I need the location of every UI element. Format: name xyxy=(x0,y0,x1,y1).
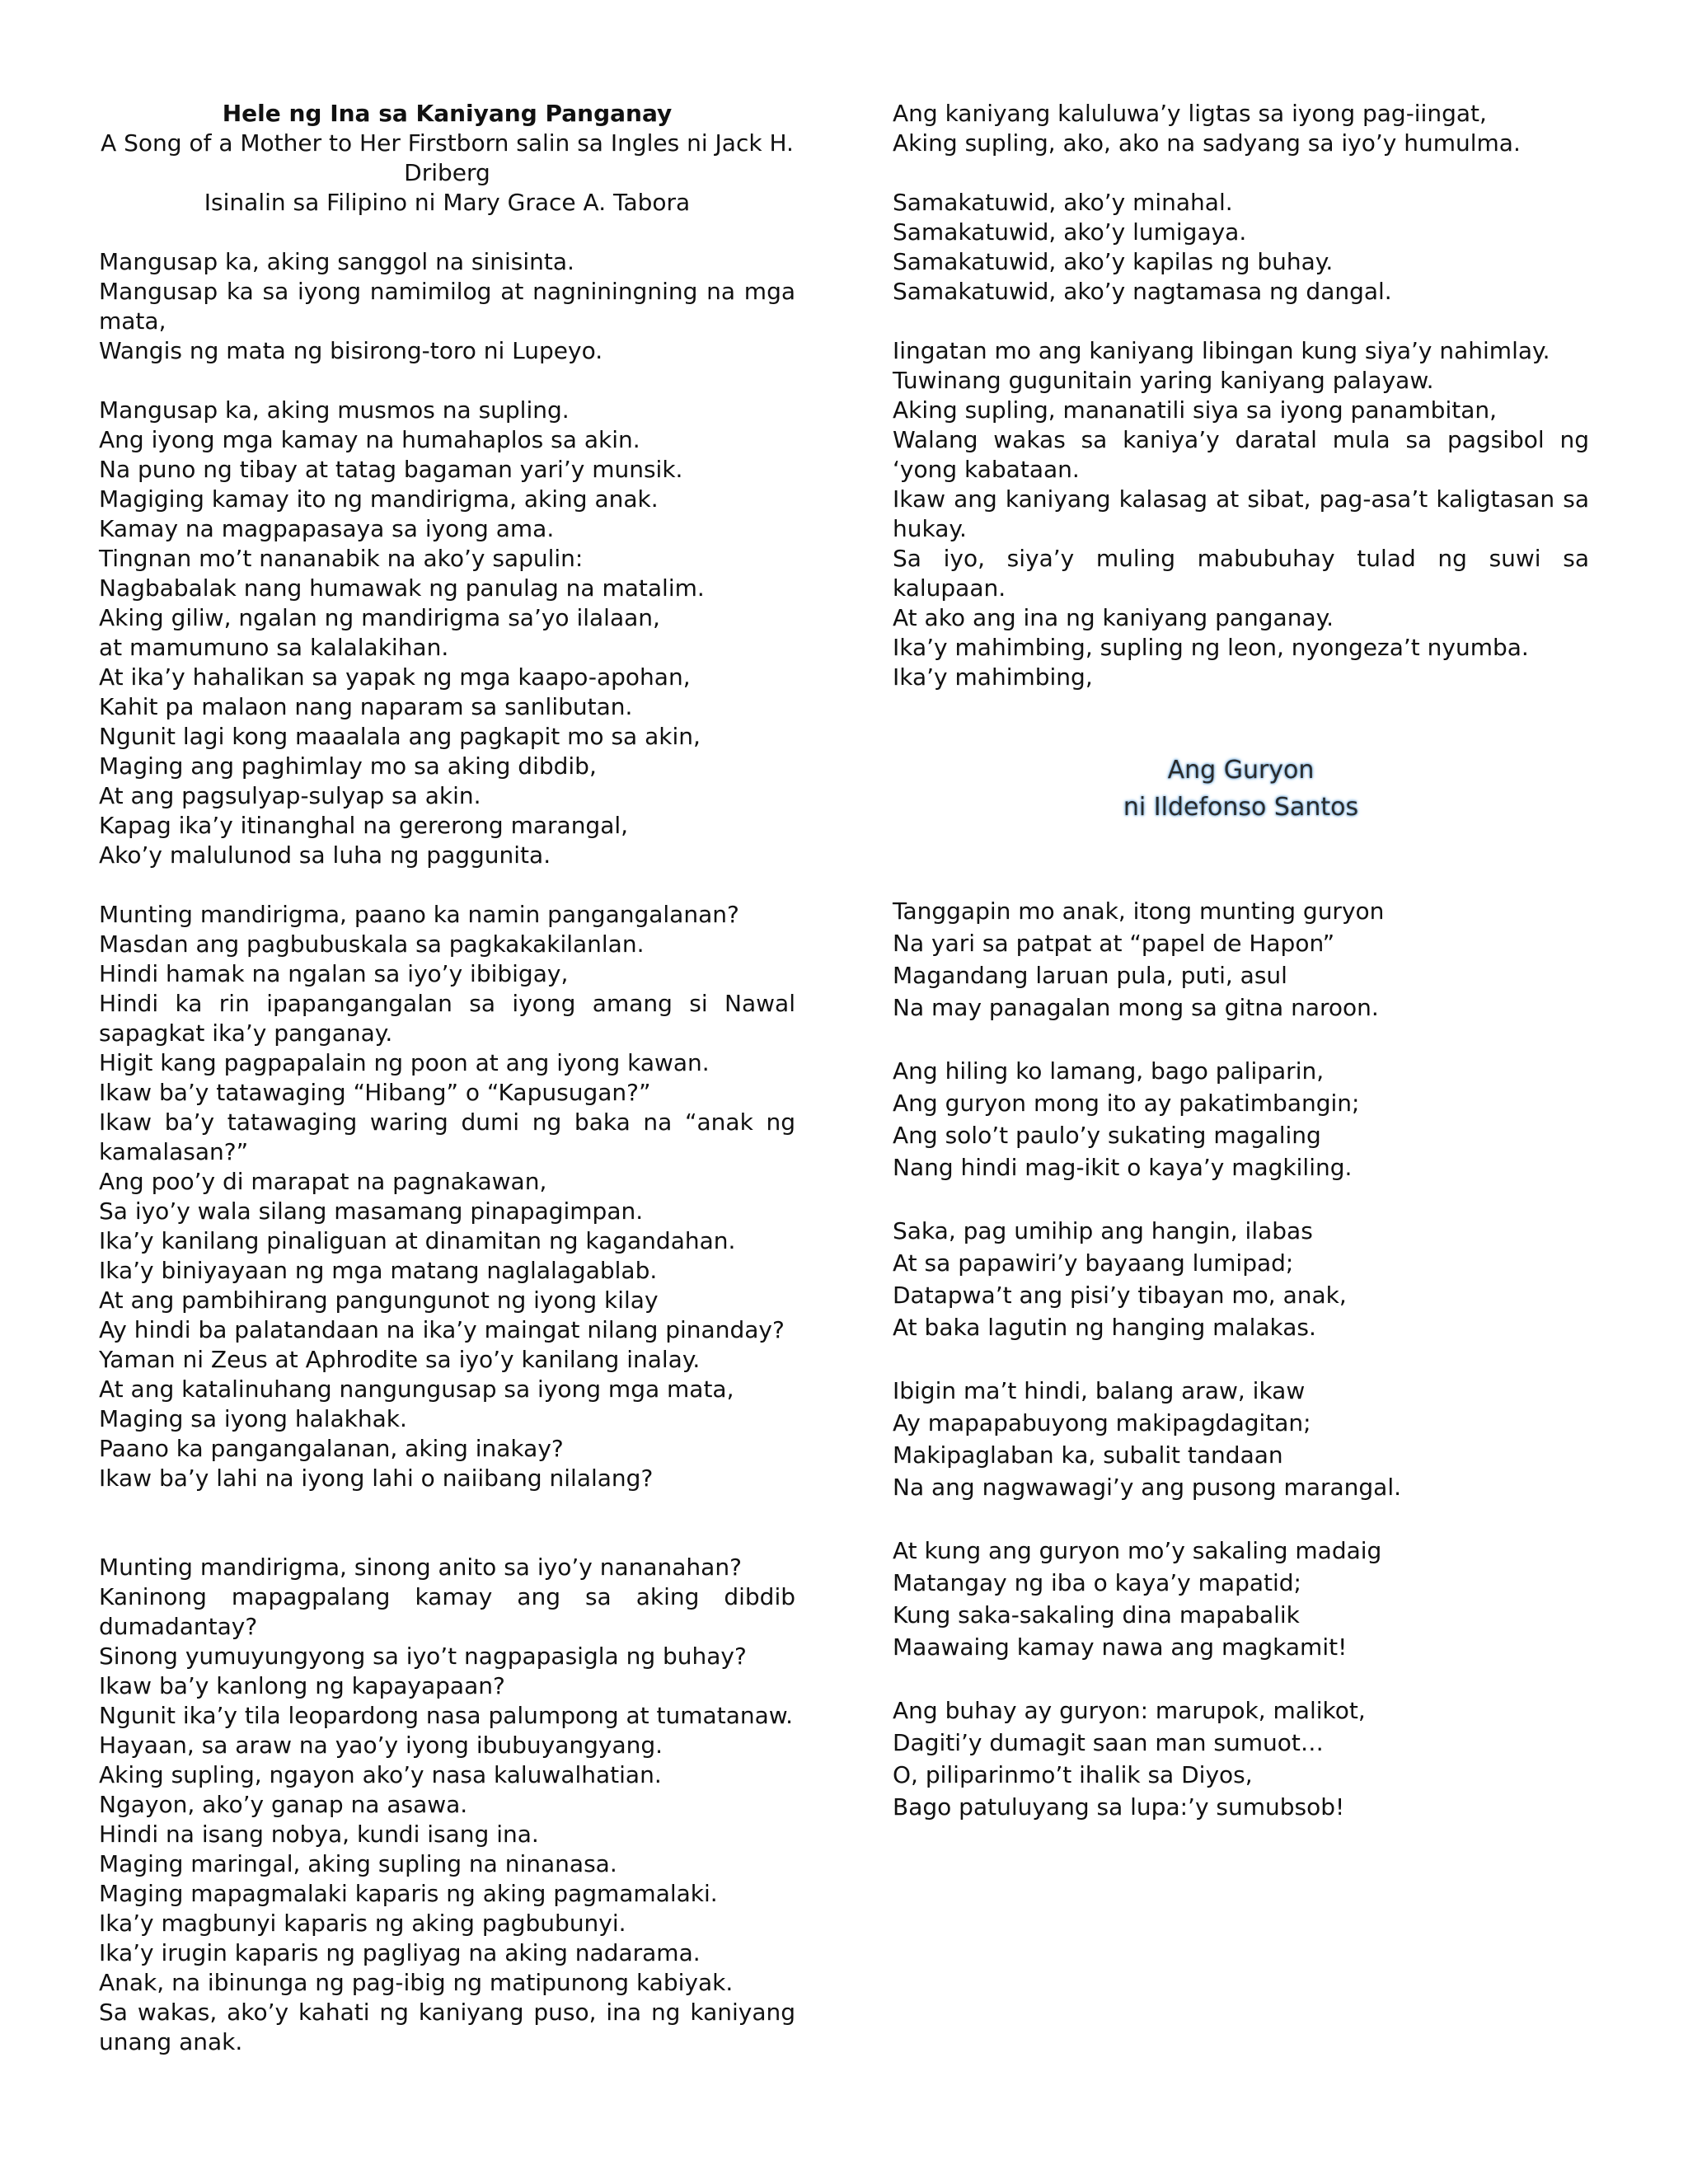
poem-line: Sa iyo, siya’y muling mabubuhay tulad ng suwi sa kalupaan. xyxy=(893,545,1589,602)
hele-subtitle-line-2: Driberg xyxy=(404,159,490,186)
poem-line: Paano ka pangangalanan, aking inakay? xyxy=(99,1435,564,1462)
poem-line: Dagiti’y dumagit saan man sumuot… xyxy=(893,1729,1324,1756)
poem-line: Ngayon, ako’y ganap na asawa. xyxy=(99,1791,468,1818)
poem-line: Maging ang paghimlay mo sa aking dibdib, xyxy=(99,752,597,780)
poem-line: Ika’y biniyayaan ng mga matang naglalagablab. xyxy=(99,1257,658,1284)
poem-line: Ay hindi ba palatandaan na ika’y maingat nilang pinanday? xyxy=(99,1316,785,1343)
poem-line: Ikaw ba’y lahi na iyong lahi o naiibang nilalang? xyxy=(99,1465,654,1492)
guryon-stanza xyxy=(893,1375,1589,1503)
poem-line: Ikaw ba’y tatawaging waring dumi ng baka na “anak ng kamalasan?” xyxy=(99,1108,795,1165)
poem-line: O, piliparinmo’t ihalik sa Diyos, xyxy=(893,1761,1253,1788)
guryon-stanza xyxy=(893,1694,1589,1823)
poem-line: Kung saka-sakaling dina mapabalik xyxy=(893,1601,1300,1629)
hele-stanza xyxy=(893,336,1589,692)
guryon-author: ni Ildefonso Santos xyxy=(1123,793,1359,822)
hele-title: Hele ng Ina sa Kaniyang Panganay xyxy=(222,100,673,127)
poem-line: Mangusap ka sa iyong namimilog at nagniningning na mga mata, xyxy=(99,278,795,335)
poem-line: Aking giliw, ngalan ng mandirigma sa’yo ilalaan, xyxy=(99,604,660,631)
poem-line: Na yari sa patpat at “papel de Hapon” xyxy=(893,930,1335,957)
poem-line: At ika’y hahalikan sa yapak ng mga kaapo-apohan, xyxy=(99,663,691,691)
poem-line: Ika’y magbunyi kaparis ng aking pagbubunyi. xyxy=(99,1910,626,1937)
poem-line: Maging mapagmalaki kaparis ng aking pagmamalaki. xyxy=(99,1880,718,1907)
poem-line: Aking supling, ngayon ako’y nasa kaluwalhatian. xyxy=(99,1761,662,1788)
poem-line: Ikaw ang kaniyang kalasag at sibat, pag-asa’t kaligtasan sa hukay. xyxy=(893,485,1589,542)
hele-stanza xyxy=(893,188,1589,307)
poem-line: At ang pambihirang pangungunot ng iyong kilay xyxy=(99,1286,659,1314)
poem-line: Magandang laruan pula, puti, asul xyxy=(893,962,1287,989)
poem-line: Mangusap ka, aking musmos na supling. xyxy=(99,396,570,424)
poem-line: Ikaw ba’y tatawaging “Hibang” o “Kapusugan?” xyxy=(99,1079,651,1106)
poem-line: Ang poo’y di marapat na pagnakawan, xyxy=(99,1168,547,1195)
poem-line: Samakatuwid, ako’y minahal. xyxy=(893,189,1233,216)
poem-line: Magiging kamay ito ng mandirigma, aking anak. xyxy=(99,485,659,513)
poem-line: Yaman ni Zeus at Aphrodite sa iyo’y kanilang inalay. xyxy=(99,1346,701,1373)
poem-line: Ang hiling ko lamang, bago paliparin, xyxy=(893,1057,1325,1085)
poem-line: Kamay na magpapasaya sa iyong ama. xyxy=(99,515,555,542)
poem-line: Kahit pa malaon nang naparam sa sanlibutan. xyxy=(99,693,633,720)
poem-line: Tingnan mo’t nananabik na ako’y sapulin: xyxy=(99,545,584,572)
poem-line: Ang guryon mong ito ay pakatimbangin; xyxy=(893,1090,1360,1117)
poem-line: Hindi hamak na ngalan sa iyo’y ibibigay, xyxy=(99,960,569,987)
poem-line: Tanggapin mo anak, itong munting guryon xyxy=(893,898,1385,925)
poem-line: Masdan ang pagbubuskala sa pagkakakilanlan. xyxy=(99,930,645,958)
poem-line: Aking supling, ako, ako na sadyang sa iyo’y humulma. xyxy=(893,129,1521,157)
poem-line: Sa iyo’y wala silang masamang pinapagimpan. xyxy=(99,1197,644,1225)
poem-line: Hayaan, sa araw na yao’y iyong ibubuyangyang. xyxy=(99,1732,663,1759)
poem-line: Hindi ka rin ipapangangalan sa iyong amang si Nawal sapagkat ika’y panganay. xyxy=(99,990,795,1047)
poem-line: Iingatan mo ang kaniyang libingan kung siya’y nahimlay. xyxy=(893,337,1550,364)
poem-line: Datapwa’t ang pisi’y tibayan mo, anak, xyxy=(893,1282,1347,1309)
poem-line: Ang kaniyang kaluluwa’y ligtas sa iyong pag-iingat, xyxy=(893,100,1487,127)
hele-stanza xyxy=(99,1553,795,2057)
hele-subtitle-line-1: A Song of a Mother to Her Firstborn salin sa Ingles ni Jack H. xyxy=(101,129,794,157)
poem-line: Saka, pag umihip ang hangin, ilabas xyxy=(893,1217,1313,1244)
poem-line: Munting mandirigma, sinong anito sa iyo’y nananahan? xyxy=(99,1554,742,1581)
hele-stanza xyxy=(893,99,1589,158)
poem-line: Ikaw ba’y kanlong ng kapayapaan? xyxy=(99,1672,505,1699)
poem-line: Hindi na isang nobya, kundi isang ina. xyxy=(99,1821,539,1848)
poem-line: Ika’y mahimbing, supling ng leon, nyongeza’t nyumba. xyxy=(893,634,1529,661)
poem-line: Ngunit lagi kong maaalala ang pagkapit mo sa akin, xyxy=(99,723,701,750)
poem-line: Walang wakas sa kaniya’y daratal mula sa pagsibol ng ‘yong kabataan. xyxy=(893,426,1589,483)
poem-line: Tuwinang gugunitain yaring kaniyang palayaw. xyxy=(893,367,1434,394)
poem-line: Ang iyong mga kamay na humahaplos sa akin. xyxy=(99,426,640,453)
poem-line: Wangis ng mata ng bisirong-toro ni Lupeyo. xyxy=(99,337,603,364)
poem-line: at mamumuno sa kalalakihan. xyxy=(99,634,449,661)
poem-line: Bago patuluyang sa lupa:’y sumubsob! xyxy=(893,1793,1345,1821)
poem-line: Ang buhay ay guryon: marupok, malikot, xyxy=(893,1697,1366,1724)
right-column xyxy=(893,99,1589,1854)
poem-line: Samakatuwid, ako’y kapilas ng buhay. xyxy=(893,248,1334,275)
poem-line: Nang hindi mag-ikit o kaya’y magkiling. xyxy=(893,1154,1353,1181)
poem-line: Makipaglaban ka, subalit tandaan xyxy=(893,1441,1283,1469)
guryon-stanza xyxy=(893,1215,1589,1343)
poem-line: Samakatuwid, ako’y lumigaya. xyxy=(893,218,1247,246)
poem-line: Na puno ng tibay at tatag bagaman yari’y munsik. xyxy=(99,456,683,483)
poem-line: Sa wakas, ako’y kahati ng kaniyang puso, ina ng kaniyang unang anak. xyxy=(99,1999,795,2055)
poem-line: At baka lagutin ng hanging malakas. xyxy=(893,1314,1316,1341)
poem-line: Maging sa iyong halakhak. xyxy=(99,1405,407,1432)
poem-line: Ika’y kanilang pinaliguan at dinamitan ng kagandahan. xyxy=(99,1227,736,1254)
poem-line: At ang pagsulyap-sulyap sa akin. xyxy=(99,782,481,809)
poem-line: Ika’y irugin kaparis ng pagliyag na aking nadarama. xyxy=(99,1939,701,1966)
poem-line: Ibigin ma’t hindi, balang araw, ikaw xyxy=(893,1377,1306,1404)
poem-line: Na ang nagwawagi’y ang pusong marangal. xyxy=(893,1474,1401,1501)
poem-line: At kung ang guryon mo’y sakaling madaig xyxy=(893,1537,1382,1564)
poem-line: Matangay ng iba o kaya’y mapatid; xyxy=(893,1569,1301,1596)
hele-stanza xyxy=(99,247,795,366)
poem-line: At ako ang ina ng kaniyang panganay. xyxy=(893,604,1334,631)
poem-line: Munting mandirigma, paano ka namin pangangalanan? xyxy=(99,901,739,928)
poem-line: Maawaing kamay nawa ang magkamit! xyxy=(893,1633,1348,1661)
spacer xyxy=(893,855,1589,895)
guryon-stanza xyxy=(893,1055,1589,1183)
guryon-stanza xyxy=(893,895,1589,1024)
poem-line: Samakatuwid, ako’y nagtamasa ng dangal. xyxy=(893,278,1392,305)
hele-stanza xyxy=(99,900,795,1493)
poem-line: Mangusap ka, aking sanggol na sinisinta. xyxy=(99,248,574,275)
poem-line: Nagbabalak nang humawak ng panulag na matalim. xyxy=(99,574,705,602)
hele-translator: Isinalin sa Filipino ni Mary Grace A. Tabora xyxy=(204,189,691,216)
hele-stanza xyxy=(99,396,795,870)
poem-line: Ang solo’t paulo’y sukating magaling xyxy=(893,1122,1321,1149)
hele-title-block xyxy=(99,99,795,218)
guryon-title-block xyxy=(893,722,1589,826)
poem-line: Ngunit ika’y tila leopardong nasa palumpong at tumatanaw. xyxy=(99,1702,793,1729)
guryon-title: Ang Guryon xyxy=(1167,756,1315,785)
poem-line: Maging maringal, aking supling na ninanasa. xyxy=(99,1850,617,1877)
left-column xyxy=(99,99,795,2087)
poem-line: Kaninong mapagpalang kamay ang sa aking dibdib dumadantay? xyxy=(99,1583,795,1640)
guryon-stanza xyxy=(893,1535,1589,1663)
poem-line: Ako’y malulunod sa luha ng paggunita. xyxy=(99,841,551,869)
poem-line: Higit kang pagpapalain ng poon at ang iyong kawan. xyxy=(99,1049,710,1076)
poem-line: Anak, na ibinunga ng pag-ibig ng matipunong kabiyak. xyxy=(99,1969,734,1996)
poem-line: Sinong yumuyungyong sa iyo’t nagpapasigla ng buhay? xyxy=(99,1643,747,1670)
poem-line: Aking supling, mananatili siya sa iyong panambitan, xyxy=(893,396,1498,424)
poem-line: Ay mapapabuyong makipagdagitan; xyxy=(893,1409,1311,1436)
poem-line: Na may panagalan mong sa gitna naroon. xyxy=(893,994,1379,1021)
poem-line: Ika’y mahimbing, xyxy=(893,663,1093,691)
poem-line: Kapag ika’y itinanghal na gererong marangal, xyxy=(99,812,629,839)
poem-line: At ang katalinuhang nangungusap sa iyong mga mata, xyxy=(99,1376,734,1403)
poem-line: At sa papawiri’y bayaang lumipad; xyxy=(893,1249,1294,1277)
